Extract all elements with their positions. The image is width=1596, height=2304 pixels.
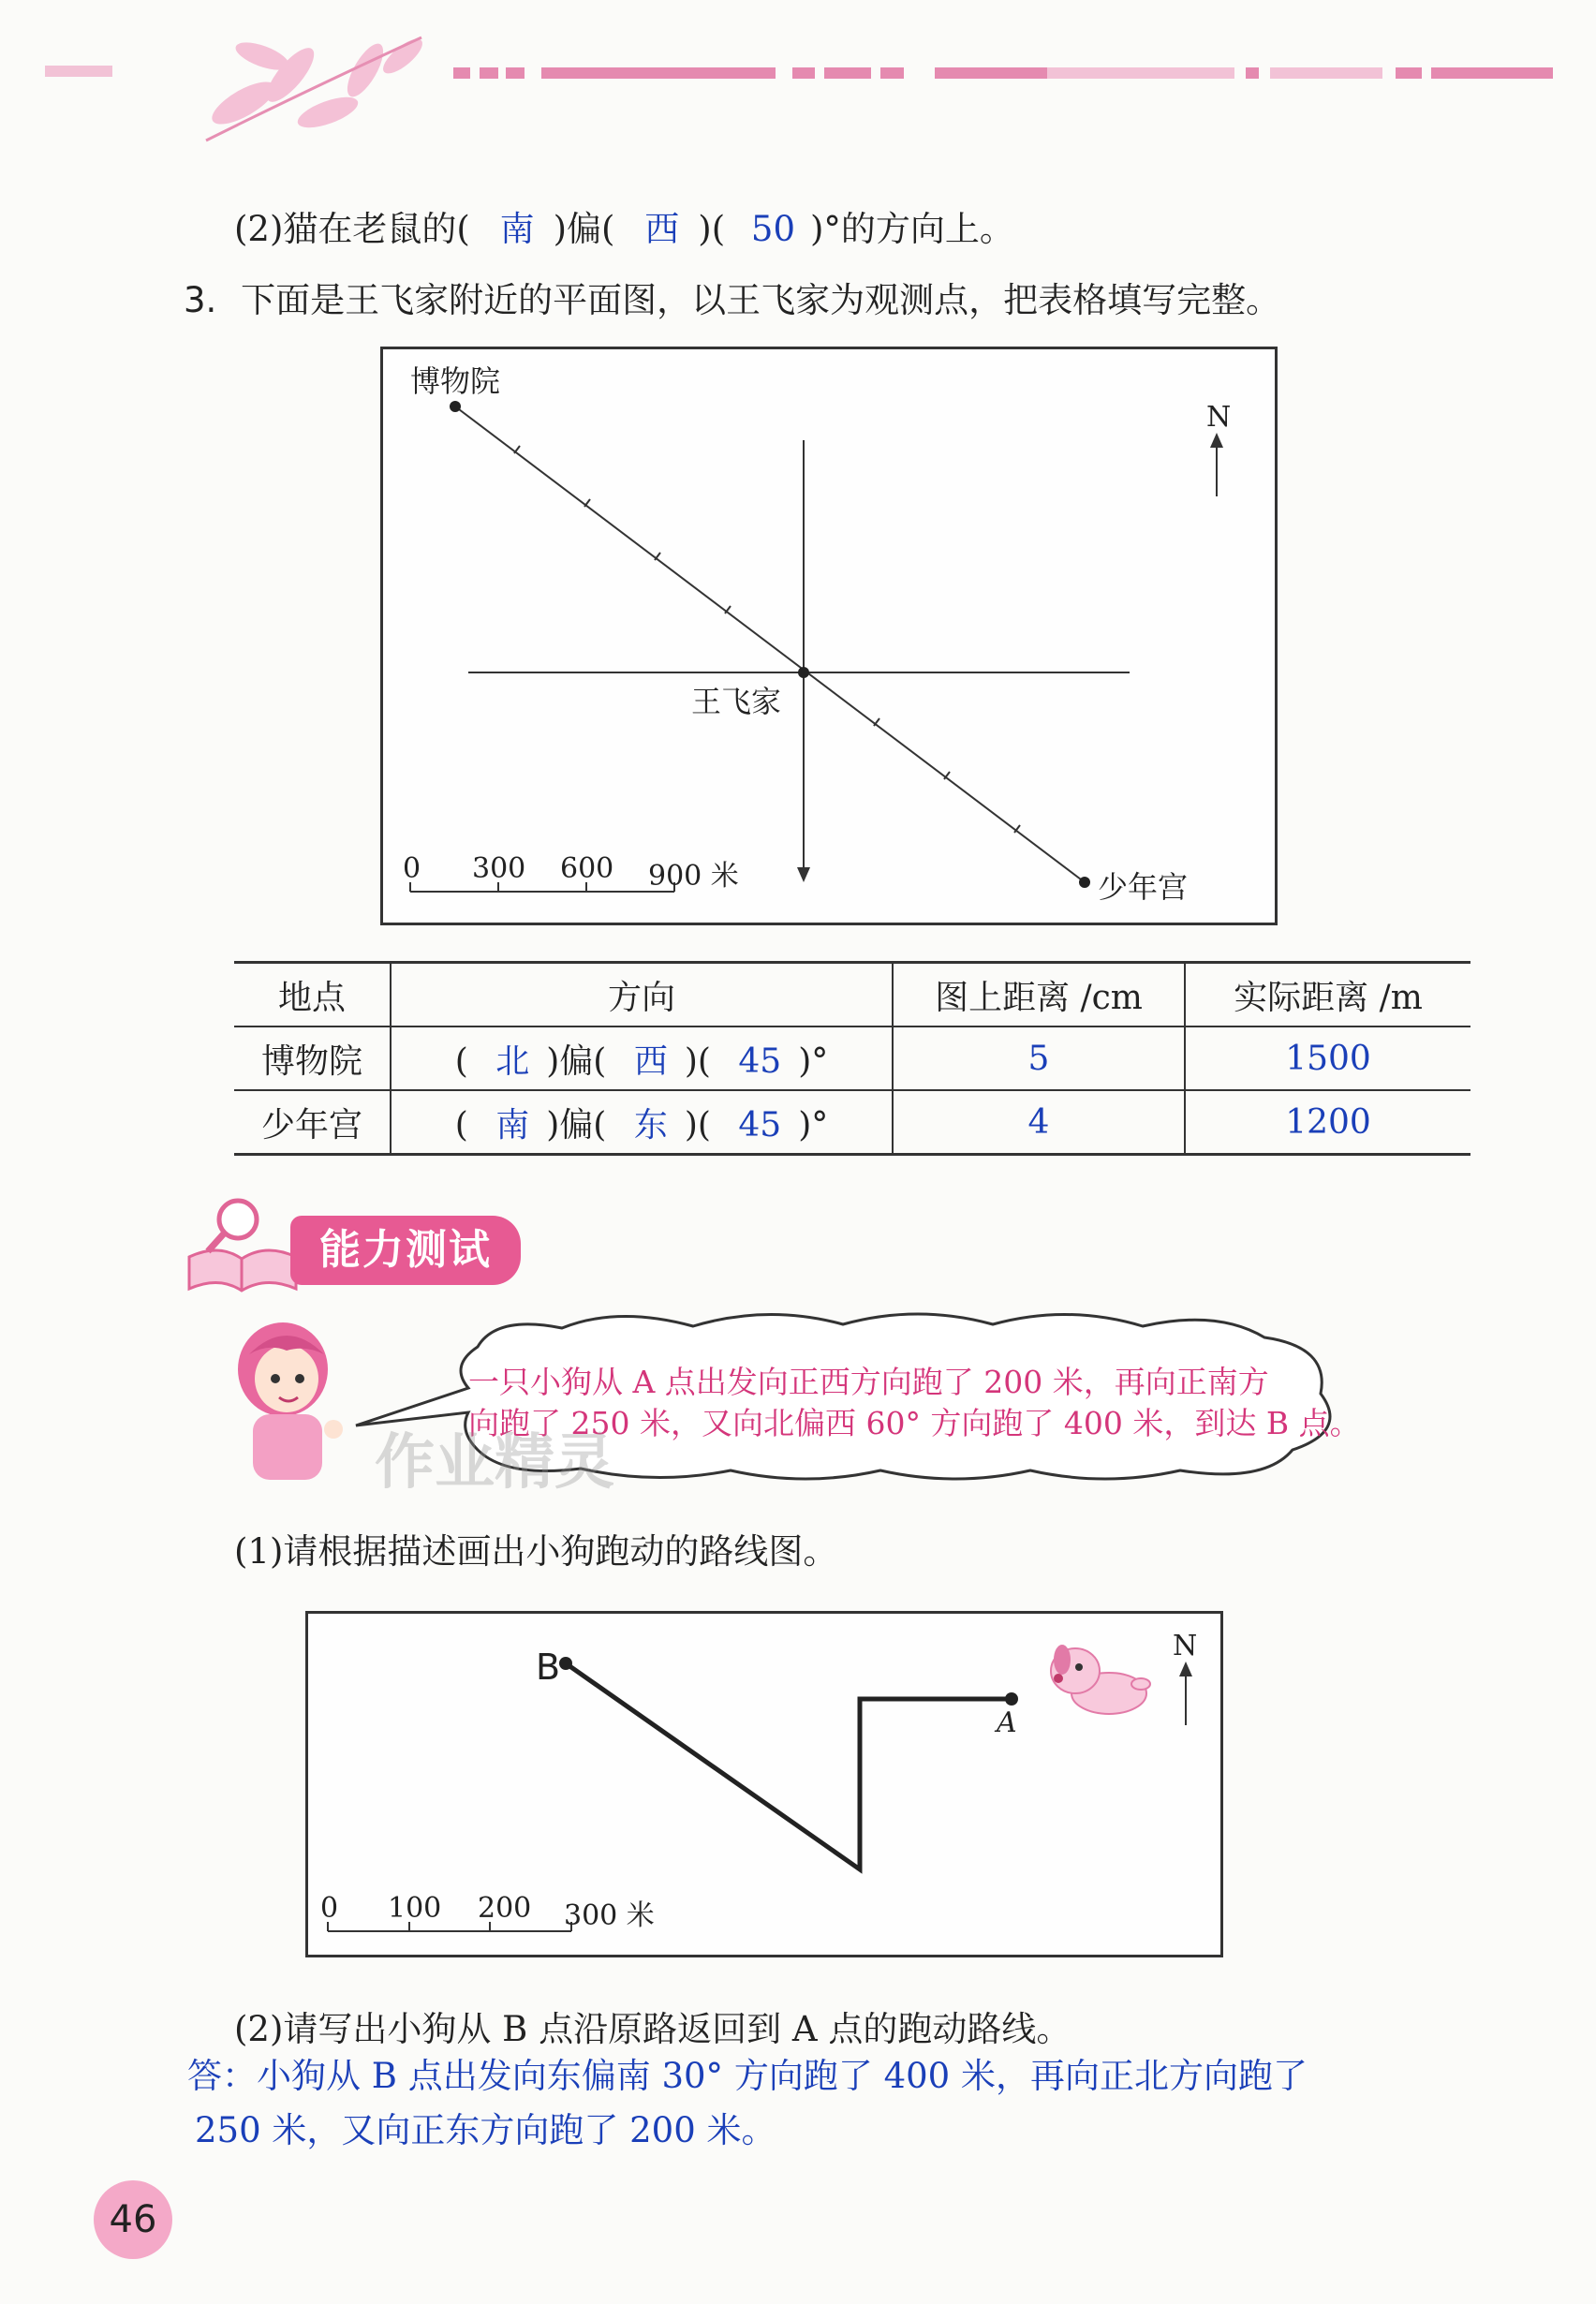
q3-text: 下面是王飞家附近的平面图，以王飞家为观测点，把表格填写完整。 xyxy=(241,280,1281,320)
angle-answer: 45 xyxy=(738,1041,782,1081)
direction-answer-1: 北 xyxy=(495,1041,530,1081)
north-label: N xyxy=(1206,401,1232,434)
pian-text: )偏( xyxy=(546,1105,607,1145)
question-3-line xyxy=(184,272,1280,322)
row-map-distance: 5 xyxy=(893,1026,1185,1090)
scale2-300: 300 米 xyxy=(564,1899,655,1932)
table-row xyxy=(234,1026,1470,1090)
home-label: 王飞家 xyxy=(691,684,782,719)
scale-0: 0 xyxy=(403,852,421,885)
header-map-distance: 图上距离 /cm xyxy=(893,963,1185,1027)
direction-table xyxy=(234,961,1470,1156)
puppy-icon xyxy=(1042,1632,1154,1725)
section-title: 能力测试 xyxy=(290,1216,521,1285)
answer-line-1: 答：小狗从 B 点出发向东偏南 30° 方向跑了 400 米，再向正北方向跑了 xyxy=(187,2056,1308,2096)
scale-300: 300 xyxy=(472,852,526,885)
row-map-distance: 4 xyxy=(893,1090,1185,1155)
north-label-2: N xyxy=(1173,1630,1198,1662)
scale-600: 600 xyxy=(560,852,614,885)
q3-number: 3. xyxy=(184,280,217,320)
watermark: 作业精灵 xyxy=(375,1428,614,1498)
q2-answer-2: 西 xyxy=(644,209,680,249)
degree-text: )° xyxy=(798,1041,829,1081)
row-real-distance: 1200 xyxy=(1185,1090,1470,1155)
angle-answer: 45 xyxy=(738,1105,782,1145)
paren-mid: )( xyxy=(684,1041,711,1081)
speech-line-1: 一只小狗从 A 点出发向正西方向跑了 200 米，再向正南方 xyxy=(468,1364,1269,1400)
q2-mid-1: )偏( xyxy=(553,209,615,249)
sub-question-1: (1)请根据描述画出小狗跑动的路线图。 xyxy=(234,1531,838,1572)
row-place: 少年宫 xyxy=(234,1090,391,1155)
header-real-distance: 实际距离 /m xyxy=(1185,963,1470,1027)
sub-question-2: (2)请写出小狗从 B 点沿原路返回到 A 点的跑动路线。 xyxy=(234,2009,1071,2049)
youth-palace-label: 少年宫 xyxy=(1098,869,1189,905)
row-place: 博物院 xyxy=(234,1026,391,1090)
book-magnifier-icon xyxy=(182,1191,303,1294)
point-b-label: B xyxy=(536,1647,561,1688)
paren-open: ( xyxy=(454,1041,468,1081)
question-2-line xyxy=(234,200,1014,251)
page-number: 46 xyxy=(94,2180,172,2259)
answer-line-2: 250 米，又向正东方向跑了 200 米。 xyxy=(195,2110,776,2150)
header-place: 地点 xyxy=(234,963,391,1027)
paren-mid: )( xyxy=(684,1105,711,1145)
scale2-100: 100 xyxy=(388,1892,442,1925)
scale-900: 900 米 xyxy=(648,860,739,893)
direction-answer-2: 西 xyxy=(633,1041,668,1081)
row-direction xyxy=(391,1026,893,1090)
q2-answer-1: 南 xyxy=(499,209,535,249)
header-direction: 方向 xyxy=(391,963,893,1027)
museum-label: 博物院 xyxy=(410,363,501,399)
row-real-distance: 1500 xyxy=(1185,1026,1470,1090)
table-header-row xyxy=(234,963,1470,1027)
row-direction xyxy=(391,1090,893,1155)
point-a-label: A xyxy=(997,1706,1017,1739)
scale2-200: 200 xyxy=(478,1892,532,1925)
neighborhood-map-drawing xyxy=(380,347,1278,925)
table-row xyxy=(234,1090,1470,1155)
leaf-decoration-icon xyxy=(187,19,431,159)
q2-prefix: (2)猫在老鼠的( xyxy=(234,209,470,249)
q2-mid-2: )( xyxy=(698,209,726,249)
direction-answer-2: 东 xyxy=(633,1105,668,1145)
speech-line-2: 向跑了 250 米，又向北偏西 60° 方向跑了 400 米，到达 B 点。 xyxy=(468,1405,1361,1441)
q2-answer-3: 50 xyxy=(750,209,795,249)
paren-open: ( xyxy=(454,1105,468,1145)
direction-answer-1: 南 xyxy=(495,1105,530,1145)
scale2-0: 0 xyxy=(320,1892,339,1925)
degree-text: )° xyxy=(798,1105,829,1145)
pian-text: )偏( xyxy=(546,1041,607,1081)
girl-character-icon xyxy=(221,1317,352,1495)
q2-suffix: )°的方向上。 xyxy=(810,209,1014,249)
